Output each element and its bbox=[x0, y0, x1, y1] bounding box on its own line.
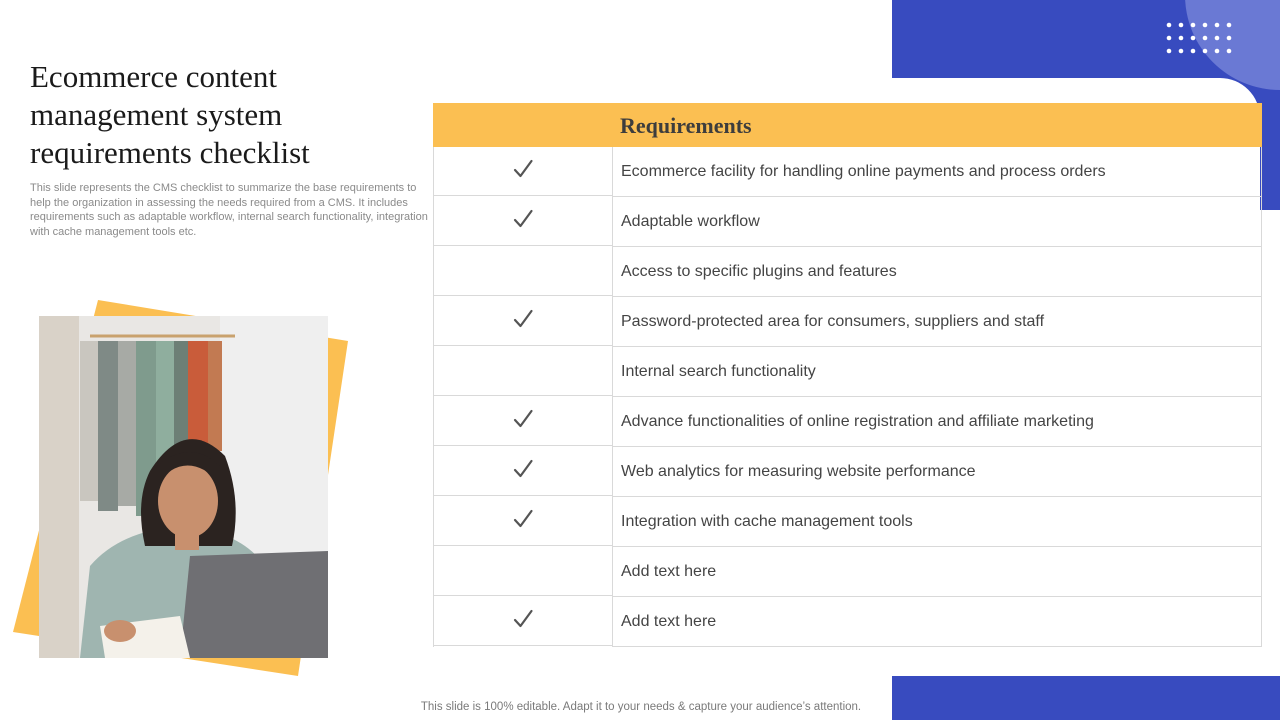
check-icon bbox=[512, 458, 534, 480]
slide-subtitle: This slide represents the CMS checklist to summarize the base requirements to help the organization in assessing the needs required from a CMS. It includes requirements such as adaptable workflow, internal search functionality, integration with cache management tools etc. bbox=[30, 182, 428, 238]
check-icon bbox=[512, 208, 534, 230]
check-column bbox=[433, 147, 612, 647]
check-cell bbox=[434, 596, 612, 646]
slide-title: Ecommerce content management system requirements checklist bbox=[30, 59, 310, 170]
blue-accent-bottom bbox=[892, 676, 1280, 720]
slide-footer: This slide is 100% editable. Adapt it to your needs & capture your audience’s attention. bbox=[420, 701, 862, 713]
requirement-item: Internal search functionality bbox=[613, 347, 1261, 397]
requirement-item: Access to specific plugins and features bbox=[613, 247, 1261, 297]
check-cell bbox=[434, 446, 612, 496]
requirement-item: Integration with cache management tools bbox=[613, 497, 1261, 547]
requirement-item: Adaptable workflow bbox=[613, 197, 1261, 247]
requirement-item: Add text here bbox=[613, 547, 1261, 597]
dots-circle-decoration bbox=[1160, 0, 1280, 95]
check-cell bbox=[434, 196, 612, 246]
check-cell bbox=[434, 496, 612, 546]
check-cell bbox=[434, 346, 612, 396]
requirement-item: Password-protected area for consumers, suppliers and staff bbox=[613, 297, 1261, 347]
header-check-column bbox=[433, 103, 611, 147]
check-icon bbox=[512, 408, 534, 430]
requirements-column bbox=[612, 147, 1262, 647]
check-cell bbox=[434, 246, 612, 296]
requirement-item: Ecommerce facility for handling online payments and process orders bbox=[613, 147, 1261, 197]
header-requirements: Requirements bbox=[620, 113, 752, 138]
check-cell bbox=[434, 147, 612, 196]
requirements-table bbox=[433, 103, 1262, 647]
check-icon bbox=[512, 308, 534, 330]
requirement-item: Web analytics for measuring website performance bbox=[613, 447, 1261, 497]
check-cell bbox=[434, 396, 612, 446]
table-header bbox=[433, 103, 1262, 147]
requirement-item: Advance functionalities of online registration and affiliate marketing bbox=[613, 397, 1261, 447]
requirement-item: Add text here bbox=[613, 597, 1261, 647]
check-cell bbox=[434, 296, 612, 346]
check-icon bbox=[512, 508, 534, 530]
photo-woman-laptop bbox=[10, 296, 355, 681]
check-icon bbox=[512, 158, 534, 180]
check-icon bbox=[512, 608, 534, 630]
check-cell bbox=[434, 546, 612, 596]
